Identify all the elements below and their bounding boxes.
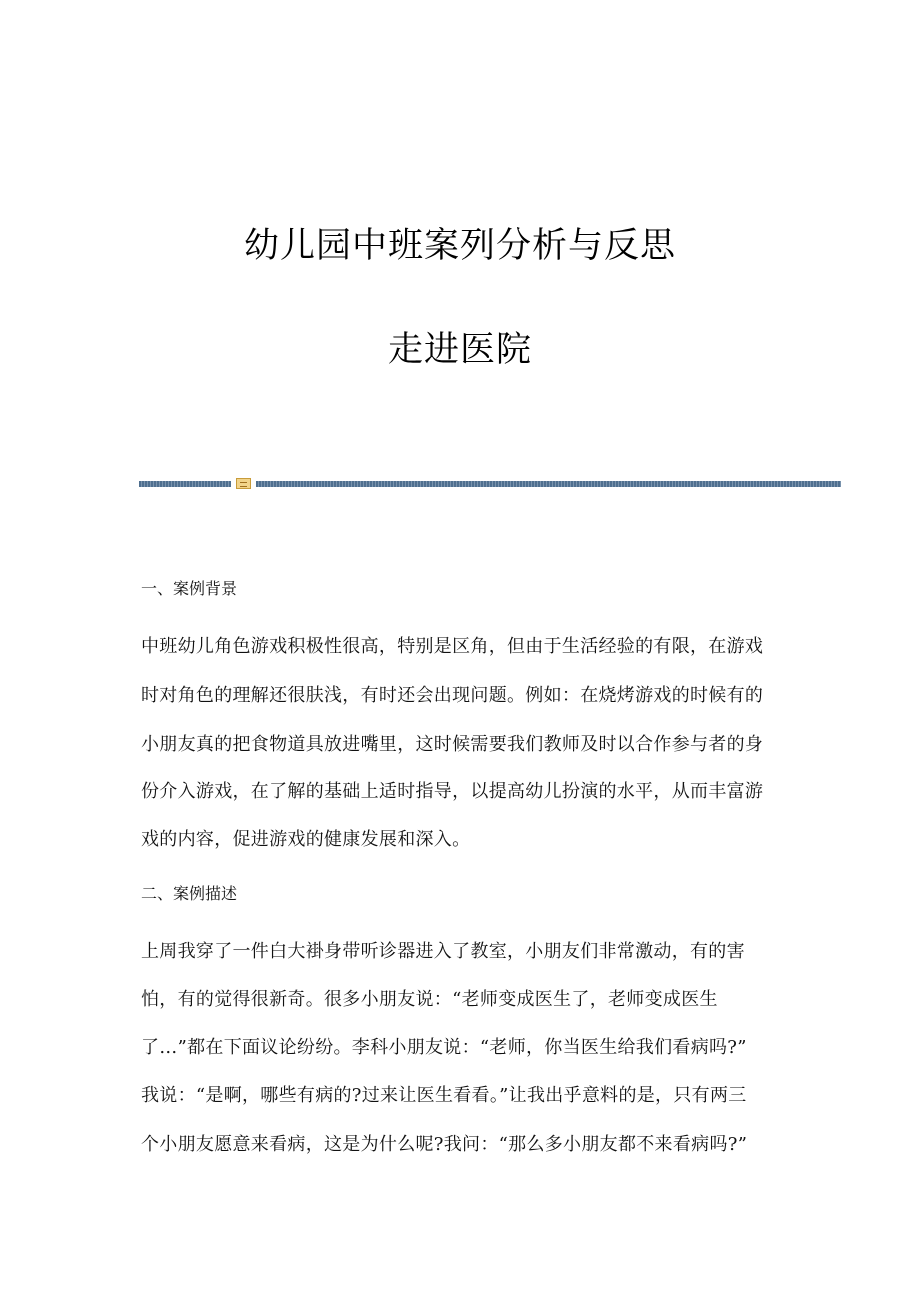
document-title: 幼儿园中班案列分析与反思 bbox=[243, 226, 676, 266]
paragraph-line: 中班幼儿角色游戏积极性很高，特别是区角，但由于生活经验的有限，在游戏 bbox=[141, 636, 764, 657]
document-subtitle: 走进医院 bbox=[387, 330, 532, 370]
decorative-divider bbox=[139, 478, 841, 490]
divider-bar-right bbox=[256, 481, 841, 487]
divider-bar-left bbox=[139, 481, 231, 487]
paragraph-line: 了…”都在下面议论纷纷。李科小朋友说：“老师，你当医生给我们看病吗?” bbox=[141, 1037, 747, 1058]
paragraph-line: 份介入游戏，在了解的基础上适时指导，以提高幼儿扮演的水平，从而丰富游 bbox=[141, 781, 764, 802]
divider-ornament-icon bbox=[236, 478, 251, 489]
paragraph-line: 小朋友真的把食物道具放进嘴里，这时候需要我们教师及时以合作参与者的身 bbox=[141, 734, 764, 755]
paragraph-line: 个小朋友愿意来看病，这是为什么呢?我问：“那么多小朋友都不来看病吗?” bbox=[141, 1134, 748, 1155]
paragraph-line: 怕，有的觉得很新奇。很多小朋友说：“老师变成医生了，老师变成医生 bbox=[141, 989, 718, 1010]
section-heading-background: 一、案例背景 bbox=[141, 579, 238, 598]
section-heading-description: 二、案例描述 bbox=[141, 884, 238, 903]
paragraph-line: 时对角色的理解还很肤浅，有时还会出现问题。例如：在烧烤游戏的时候有的 bbox=[141, 685, 764, 706]
paragraph-line: 上周我穿了一件白大褂身带听诊器进入了教室，小朋友们非常激动，有的害 bbox=[141, 941, 745, 962]
paragraph-line: 我说：“是啊，哪些有病的?过来让医生看看。”让我出乎意料的是，只有两三 bbox=[141, 1085, 747, 1106]
paragraph-line: 戏的内容，促进游戏的健康发展和深入。 bbox=[141, 829, 471, 850]
